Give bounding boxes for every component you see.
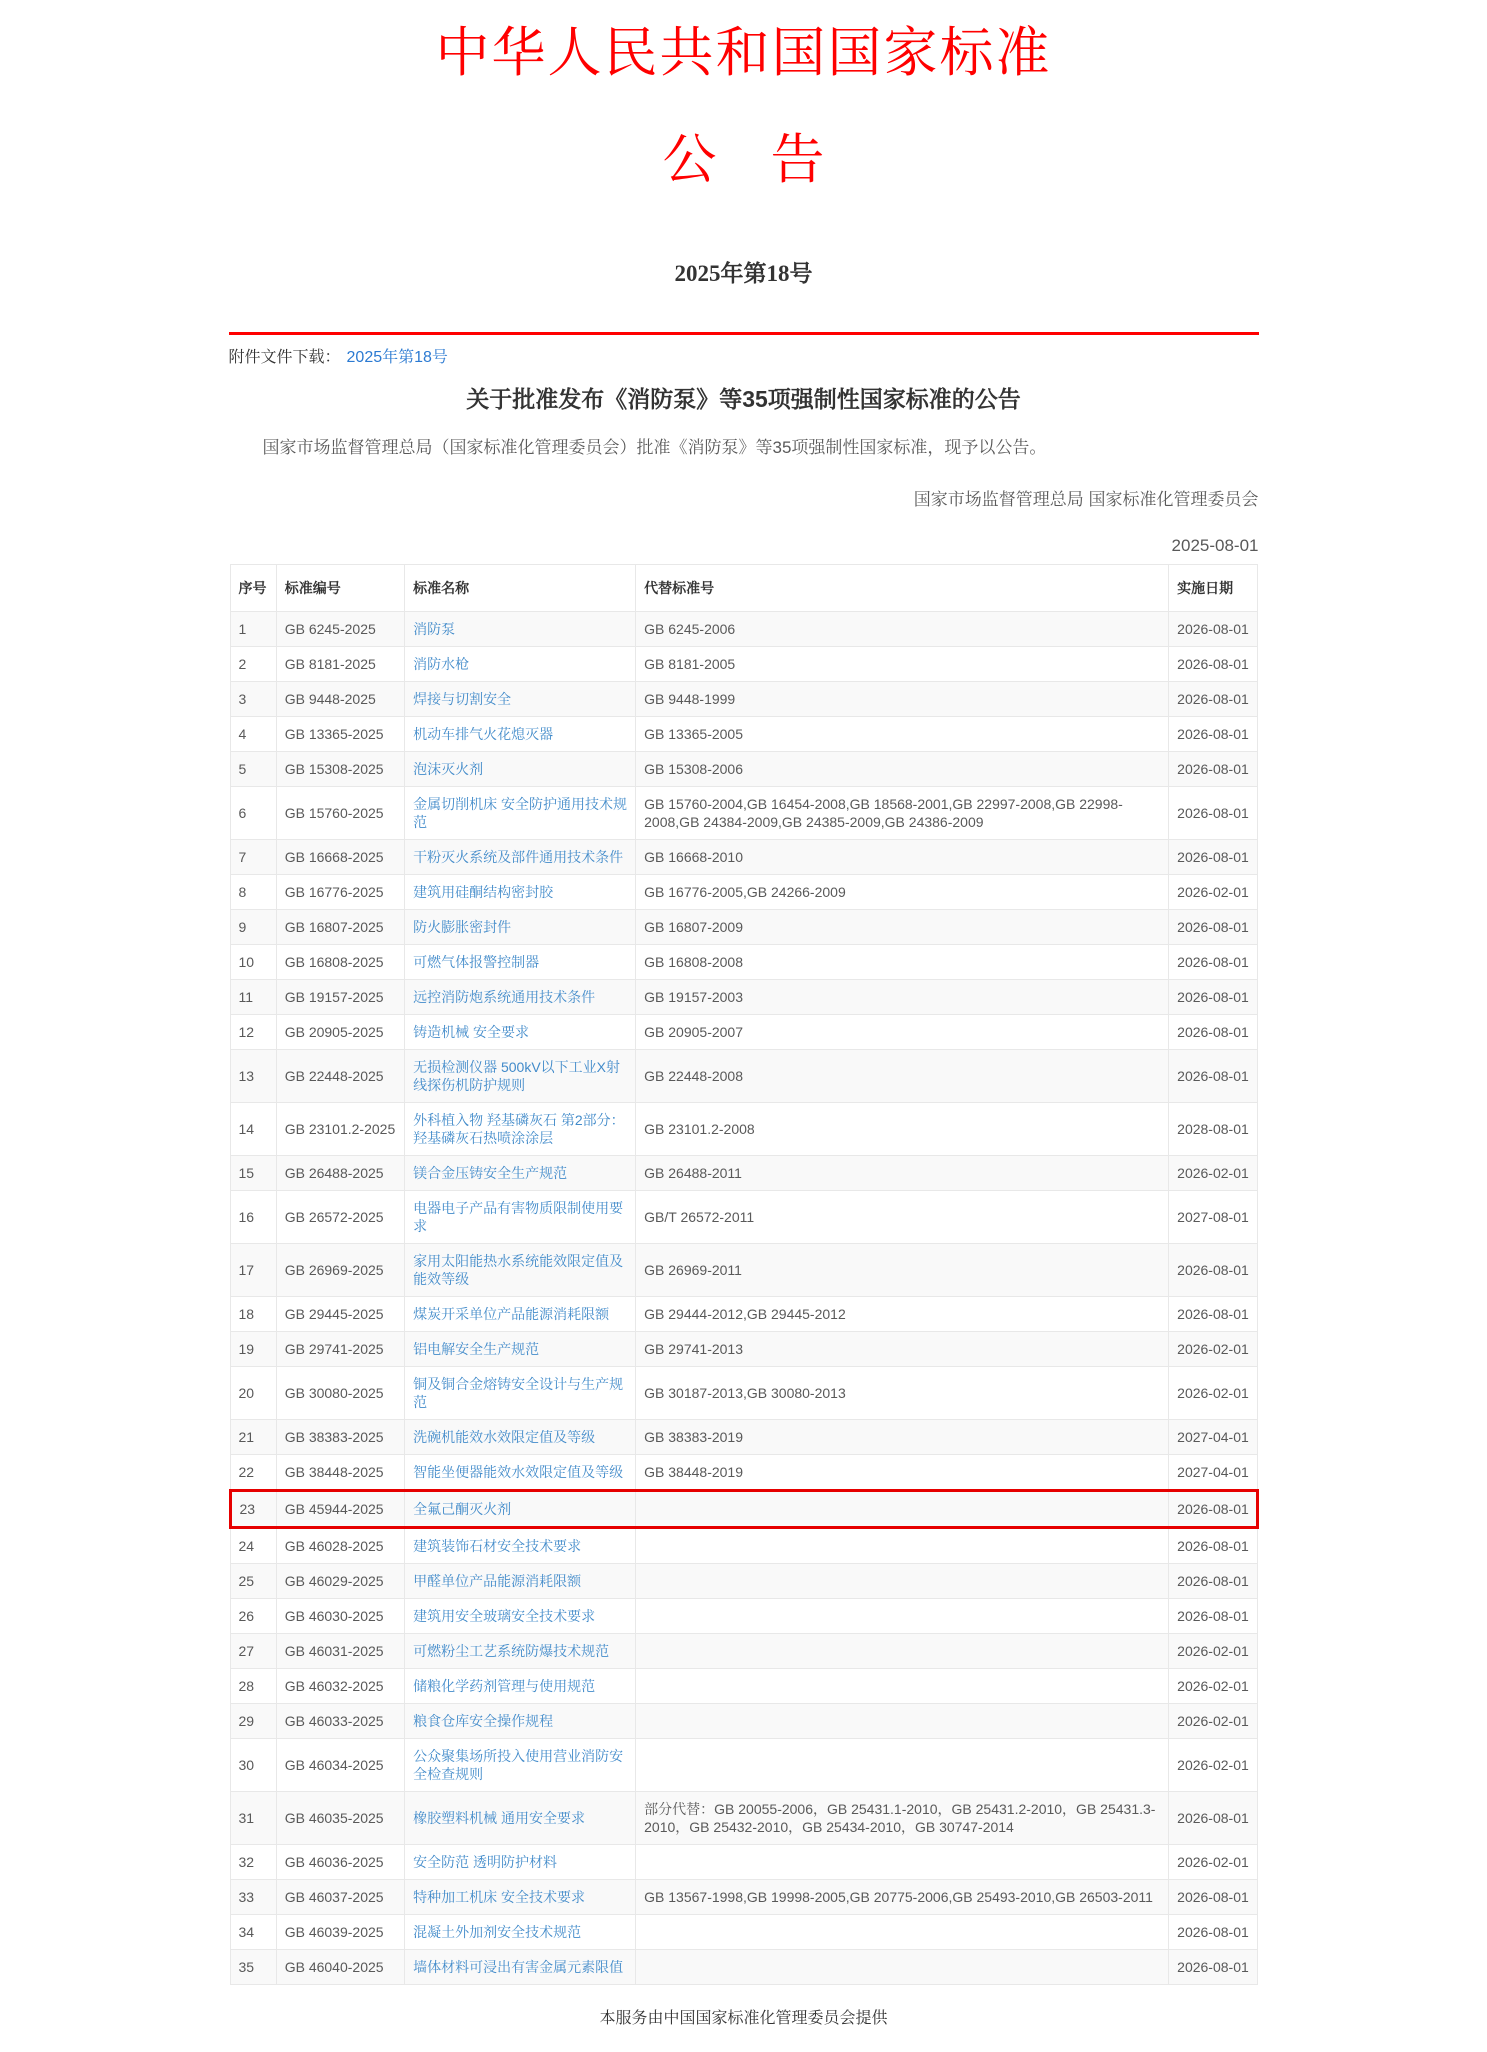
standard-name-link[interactable]: 混凝土外加剂安全技术规范: [413, 1923, 582, 1940]
cell-standard-name: [405, 1844, 636, 1879]
cell-implementation-date: 2026-02-01: [1169, 1738, 1257, 1791]
cell-replaced-standards: [636, 1844, 1169, 1879]
cell-no: 23: [230, 1490, 276, 1527]
cell-standard-code: GB 13365-2025: [276, 716, 404, 751]
cell-replaced-standards: GB 9448-1999: [636, 681, 1169, 716]
table-row: [230, 1949, 1257, 1984]
standard-name-link[interactable]: 公众聚集场所投入使用营业消防安全检查规则: [413, 1747, 624, 1782]
announcement-date: 2025-08-01: [1171, 535, 1259, 555]
cell-standard-code: GB 46029-2025: [276, 1563, 404, 1598]
cell-replaced-standards: [636, 1633, 1169, 1668]
announcement-page: [229, 24, 1259, 2028]
standard-name-link[interactable]: 无损检测仪器 500kV以下工业X射线探伤机防护规则: [413, 1058, 621, 1093]
cell-standard-name: [405, 1155, 636, 1190]
cell-standard-code: GB 46030-2025: [276, 1598, 404, 1633]
table-row: [230, 1190, 1257, 1243]
cell-implementation-date: 2026-08-01: [1169, 944, 1257, 979]
cell-no: 17: [230, 1243, 276, 1296]
cell-implementation-date: 2026-08-01: [1169, 1914, 1257, 1949]
cell-no: 11: [230, 979, 276, 1014]
cell-replaced-standards: GB 23101.2-2008: [636, 1102, 1169, 1155]
standard-name-link[interactable]: 电器电子产品有害物质限制使用要求: [413, 1199, 624, 1234]
cell-standard-code: GB 46034-2025: [276, 1738, 404, 1791]
standard-name-link[interactable]: 智能坐便器能效水效限定值及等级: [413, 1463, 624, 1480]
cell-standard-code: GB 16808-2025: [276, 944, 404, 979]
standards-table: [229, 564, 1259, 1985]
cell-implementation-date: 2026-08-01: [1169, 1791, 1257, 1844]
table-row: [230, 909, 1257, 944]
cell-replaced-standards: GB 13365-2005: [636, 716, 1169, 751]
cell-standard-name: [405, 646, 636, 681]
cell-no: 34: [230, 1914, 276, 1949]
cell-no: 9: [230, 909, 276, 944]
cell-no: 1: [230, 611, 276, 646]
table-row: [230, 1296, 1257, 1331]
cell-standard-name: [405, 1243, 636, 1296]
cell-standard-code: GB 6245-2025: [276, 611, 404, 646]
table-row: [230, 1102, 1257, 1155]
cell-implementation-date: 2026-02-01: [1169, 1155, 1257, 1190]
table-row: [230, 1366, 1257, 1419]
standard-name-link[interactable]: 消防水枪: [413, 655, 470, 672]
cell-standard-name: [405, 1296, 636, 1331]
cell-implementation-date: 2027-04-01: [1169, 1454, 1257, 1490]
cell-standard-name: [405, 1419, 636, 1454]
table-row: [230, 839, 1257, 874]
cell-no: 26: [230, 1598, 276, 1633]
table-row: [230, 1791, 1257, 1844]
cell-replaced-standards: [636, 1598, 1169, 1633]
cell-replaced-standards: GB 26488-2011: [636, 1155, 1169, 1190]
cell-standard-code: GB 46031-2025: [276, 1633, 404, 1668]
issue-number: 2025年第18号: [674, 260, 813, 286]
cell-replaced-standards: [636, 1949, 1169, 1984]
standard-name-link[interactable]: 外科植入物 羟基磷灰石 第2部分：羟基磷灰石热喷涂涂层: [413, 1111, 625, 1146]
cell-no: 24: [230, 1527, 276, 1563]
cell-standard-code: GB 20905-2025: [276, 1014, 404, 1049]
cell-standard-name: [405, 909, 636, 944]
cell-replaced-standards: GB 15760-2004,GB 16454-2008,GB 18568-2001,GB 22997-2008,GB 22998-2008,GB 24384-2009,GB 24385-2009,GB 24386-2009: [636, 786, 1169, 839]
cell-implementation-date: 2026-08-01: [1169, 1563, 1257, 1598]
cell-standard-name: [405, 839, 636, 874]
cell-standard-code: GB 19157-2025: [276, 979, 404, 1014]
cell-standard-name: [405, 751, 636, 786]
table-row: [230, 1738, 1257, 1791]
cell-replaced-standards: GB 38383-2019: [636, 1419, 1169, 1454]
table-row: [230, 681, 1257, 716]
cell-no: 19: [230, 1331, 276, 1366]
cell-implementation-date: 2026-02-01: [1169, 1703, 1257, 1738]
cell-no: 33: [230, 1879, 276, 1914]
standard-name-link[interactable]: 家用太阳能热水系统能效限定值及能效等级: [413, 1252, 624, 1287]
cell-no: 27: [230, 1633, 276, 1668]
standard-name-link[interactable]: 铝电解安全生产规范: [413, 1340, 540, 1357]
cell-standard-name: [405, 1598, 636, 1633]
announcement-body: 国家市场监督管理总局（国家标准化管理委员会）批准《消防泵》等35项强制性国家标准，现予以公告。: [262, 437, 1047, 457]
standard-name-link[interactable]: 建筑用安全玻璃安全技术要求: [413, 1607, 596, 1624]
cell-implementation-date: 2026-02-01: [1169, 1366, 1257, 1419]
table-row: [230, 979, 1257, 1014]
cell-no: 35: [230, 1949, 276, 1984]
cell-no: 16: [230, 1190, 276, 1243]
table-row: [230, 1563, 1257, 1598]
cell-implementation-date: 2026-02-01: [1169, 874, 1257, 909]
col-header-standard-name: 标准名称: [405, 564, 636, 611]
col-header-replaced-standards: 代替标准号: [636, 564, 1169, 611]
standard-name-link[interactable]: 煤炭开采单位产品能源消耗限额: [413, 1305, 610, 1322]
cell-replaced-standards: [636, 1703, 1169, 1738]
cell-standard-name: [405, 611, 636, 646]
cell-implementation-date: 2027-08-01: [1169, 1190, 1257, 1243]
cell-replaced-standards: [636, 1668, 1169, 1703]
cell-replaced-standards: GB 22448-2008: [636, 1049, 1169, 1102]
cell-no: 30: [230, 1738, 276, 1791]
cell-standard-code: GB 16776-2025: [276, 874, 404, 909]
cell-implementation-date: 2026-08-01: [1169, 1243, 1257, 1296]
cell-implementation-date: 2026-02-01: [1169, 1668, 1257, 1703]
red-divider: [229, 332, 1259, 335]
cell-implementation-date: 2026-08-01: [1169, 1296, 1257, 1331]
cell-replaced-standards: GB 6245-2006: [636, 611, 1169, 646]
cell-standard-name: [405, 1190, 636, 1243]
standard-name-link[interactable]: 焊接与切割安全: [413, 690, 512, 707]
attachment-row: [229, 344, 1259, 367]
cell-no: 10: [230, 944, 276, 979]
cell-standard-code: GB 45944-2025: [276, 1490, 404, 1527]
cell-replaced-standards: [636, 1738, 1169, 1791]
cell-no: 5: [230, 751, 276, 786]
cell-replaced-standards: [636, 1563, 1169, 1598]
cell-implementation-date: 2026-08-01: [1169, 751, 1257, 786]
cell-standard-name: [405, 1563, 636, 1598]
cell-replaced-standards: GB 38448-2019: [636, 1454, 1169, 1490]
cell-implementation-date: 2026-08-01: [1169, 786, 1257, 839]
standard-name-link[interactable]: 储粮化学药剂管理与使用规范: [413, 1677, 596, 1694]
cell-standard-code: GB 46032-2025: [276, 1668, 404, 1703]
page-title: 中华人民共和国国家标准: [435, 23, 1052, 83]
cell-replaced-standards: GB 26969-2011: [636, 1243, 1169, 1296]
table-row: [230, 1049, 1257, 1102]
standard-name-link[interactable]: 特种加工机床 安全技术要求: [413, 1888, 585, 1905]
cell-implementation-date: 2027-04-01: [1169, 1419, 1257, 1454]
standard-name-link[interactable]: 干粉灭火系统及部件通用技术条件: [413, 848, 624, 865]
cell-implementation-date: 2026-02-01: [1169, 1844, 1257, 1879]
table-row: [230, 1633, 1257, 1668]
cell-no: 3: [230, 681, 276, 716]
table-row: [230, 1668, 1257, 1703]
table-row: [230, 786, 1257, 839]
table-row: [230, 1243, 1257, 1296]
cell-replaced-standards: [636, 1527, 1169, 1563]
standard-name-link[interactable]: 机动车排气火花熄灭器: [413, 725, 554, 742]
cell-standard-code: GB 46028-2025: [276, 1527, 404, 1563]
cell-no: 2: [230, 646, 276, 681]
cell-standard-name: [405, 716, 636, 751]
table-header-row: [230, 564, 1257, 611]
standard-name-link[interactable]: 建筑装饰石材安全技术要求: [413, 1537, 582, 1554]
cell-standard-code: GB 46036-2025: [276, 1844, 404, 1879]
standard-name-link[interactable]: 远控消防炮系统通用技术条件: [413, 988, 596, 1005]
cell-no: 18: [230, 1296, 276, 1331]
cell-no: 14: [230, 1102, 276, 1155]
standard-name-link[interactable]: 铸造机械 安全要求: [413, 1023, 529, 1040]
announcement-heading: 关于批准发布《消防泵》等35项强制性国家标准的公告: [466, 385, 1021, 412]
cell-no: 20: [230, 1366, 276, 1419]
attachment-label: 附件文件下载：: [228, 348, 341, 366]
standard-name-link[interactable]: 建筑用硅酮结构密封胶: [413, 883, 554, 900]
cell-standard-code: GB 26572-2025: [276, 1190, 404, 1243]
standard-name-link[interactable]: 墙体材料可浸出有害金属元素限值: [413, 1958, 624, 1975]
cell-no: 13: [230, 1049, 276, 1102]
cell-standard-name: [405, 681, 636, 716]
cell-standard-name: [405, 1879, 636, 1914]
cell-implementation-date: 2026-08-01: [1169, 646, 1257, 681]
cell-implementation-date: 2026-08-01: [1169, 909, 1257, 944]
standard-name-link[interactable]: 可燃粉尘工艺系统防爆技术规范: [413, 1642, 610, 1659]
table-row: [230, 1527, 1257, 1563]
table-row: [230, 1703, 1257, 1738]
cell-standard-code: GB 9448-2025: [276, 681, 404, 716]
cell-standard-name: [405, 1668, 636, 1703]
cell-standard-name: [405, 786, 636, 839]
cell-replaced-standards: GB 29444-2012,GB 29445-2012: [636, 1296, 1169, 1331]
standard-name-link[interactable]: 消防泵: [413, 620, 456, 637]
cell-standard-name: [405, 1703, 636, 1738]
cell-implementation-date: 2026-08-01: [1169, 1598, 1257, 1633]
cell-standard-name: [405, 1490, 636, 1527]
cell-replaced-standards: GB 15308-2006: [636, 751, 1169, 786]
table-row: [230, 611, 1257, 646]
cell-standard-code: GB 26969-2025: [276, 1243, 404, 1296]
table-row: [230, 751, 1257, 786]
cell-standard-name: [405, 944, 636, 979]
table-row: [230, 1914, 1257, 1949]
table-row: [230, 646, 1257, 681]
cell-standard-code: GB 46033-2025: [276, 1703, 404, 1738]
cell-replaced-standards: GB 13567-1998,GB 19998-2005,GB 20775-2006,GB 25493-2010,GB 26503-2011: [636, 1879, 1169, 1914]
table-row: [230, 944, 1257, 979]
cell-standard-name: [405, 979, 636, 1014]
standards-table-body: [230, 611, 1257, 1984]
table-row: [230, 1014, 1257, 1049]
cell-replaced-standards: GB 16808-2008: [636, 944, 1169, 979]
cell-implementation-date: 2026-08-01: [1169, 716, 1257, 751]
cell-standard-name: [405, 1014, 636, 1049]
cell-replaced-standards: GB 16776-2005,GB 24266-2009: [636, 874, 1169, 909]
cell-standard-code: GB 15308-2025: [276, 751, 404, 786]
cell-implementation-date: 2026-08-01: [1169, 681, 1257, 716]
cell-implementation-date: 2026-08-01: [1169, 1879, 1257, 1914]
cell-standard-code: GB 38383-2025: [276, 1419, 404, 1454]
footer-note: 本服务由中国国家标准化管理委员会提供: [599, 2009, 888, 2027]
cell-standard-name: [405, 1914, 636, 1949]
cell-no: 7: [230, 839, 276, 874]
standard-name-link[interactable]: 洗碗机能效水效限定值及等级: [413, 1428, 596, 1445]
cell-standard-code: GB 29741-2025: [276, 1331, 404, 1366]
cell-standard-code: GB 46039-2025: [276, 1914, 404, 1949]
cell-no: 21: [230, 1419, 276, 1454]
cell-implementation-date: 2026-08-01: [1169, 1049, 1257, 1102]
table-row: [230, 716, 1257, 751]
page-subtitle: 公 告: [662, 130, 825, 191]
attachment-download-link[interactable]: 2025年第18号: [346, 348, 448, 366]
cell-standard-code: GB 23101.2-2025: [276, 1102, 404, 1155]
cell-implementation-date: 2026-02-01: [1169, 1633, 1257, 1668]
cell-standard-name: [405, 1527, 636, 1563]
cell-standard-name: [405, 1454, 636, 1490]
cell-no: 6: [230, 786, 276, 839]
cell-standard-name: [405, 1102, 636, 1155]
standard-name-link[interactable]: 金属切削机床 安全防护通用技术规范: [413, 795, 627, 830]
standard-name-link[interactable]: 镁合金压铸安全生产规范: [413, 1164, 568, 1181]
cell-standard-code: GB 15760-2025: [276, 786, 404, 839]
cell-no: 15: [230, 1155, 276, 1190]
table-row: [230, 1844, 1257, 1879]
cell-replaced-standards: 部分代替：GB 20055-2006，GB 25431.1-2010，GB 25431.2-2010，GB 25431.3-2010，GB 25432-2010，GB 25434-2010，GB 30747-2014: [636, 1791, 1169, 1844]
standard-name-link[interactable]: 橡胶塑料机械 通用安全要求: [413, 1809, 585, 1826]
standard-name-link[interactable]: 粮食仓库安全操作规程: [413, 1712, 554, 1729]
cell-implementation-date: 2026-08-01: [1169, 611, 1257, 646]
cell-standard-code: GB 30080-2025: [276, 1366, 404, 1419]
cell-standard-code: GB 22448-2025: [276, 1049, 404, 1102]
cell-standard-name: [405, 1949, 636, 1984]
cell-standard-name: [405, 1791, 636, 1844]
standard-name-link[interactable]: 防火膨胀密封件: [413, 918, 512, 935]
cell-no: 25: [230, 1563, 276, 1598]
table-row: [230, 1419, 1257, 1454]
col-header-no: 序号: [230, 564, 276, 611]
cell-replaced-standards: GB/T 26572-2011: [636, 1190, 1169, 1243]
cell-no: 22: [230, 1454, 276, 1490]
cell-standard-code: GB 8181-2025: [276, 646, 404, 681]
cell-replaced-standards: GB 20905-2007: [636, 1014, 1169, 1049]
cell-implementation-date: 2026-08-01: [1169, 1527, 1257, 1563]
cell-standard-name: [405, 1633, 636, 1668]
standard-name-link[interactable]: 铜及铜合金熔铸安全设计与生产规范: [413, 1375, 624, 1410]
cell-no: 8: [230, 874, 276, 909]
standard-name-link[interactable]: 可燃气体报警控制器: [413, 953, 540, 970]
cell-no: 12: [230, 1014, 276, 1049]
table-row: [230, 874, 1257, 909]
standard-name-link[interactable]: 甲醛单位产品能源消耗限额: [413, 1572, 582, 1589]
cell-implementation-date: 2026-08-01: [1169, 1014, 1257, 1049]
cell-standard-code: GB 26488-2025: [276, 1155, 404, 1190]
standard-name-link[interactable]: 泡沫灭火剂: [413, 760, 484, 777]
cell-implementation-date: 2028-08-01: [1169, 1102, 1257, 1155]
issuer-signature: 国家市场监督管理总局 国家标准化管理委员会: [913, 489, 1259, 509]
cell-standard-code: GB 29445-2025: [276, 1296, 404, 1331]
cell-implementation-date: 2026-08-01: [1169, 1490, 1257, 1527]
table-row: [230, 1155, 1257, 1190]
cell-standard-code: GB 46035-2025: [276, 1791, 404, 1844]
cell-implementation-date: 2026-08-01: [1169, 839, 1257, 874]
cell-no: 4: [230, 716, 276, 751]
cell-no: 32: [230, 1844, 276, 1879]
cell-replaced-standards: GB 16807-2009: [636, 909, 1169, 944]
cell-replaced-standards: GB 19157-2003: [636, 979, 1169, 1014]
standard-name-link[interactable]: 安全防范 透明防护材料: [413, 1853, 557, 1870]
cell-standard-code: GB 46037-2025: [276, 1879, 404, 1914]
cell-standard-code: GB 46040-2025: [276, 1949, 404, 1984]
col-header-standard-code: 标准编号: [276, 564, 404, 611]
table-row: [230, 1490, 1257, 1527]
cell-replaced-standards: [636, 1914, 1169, 1949]
cell-standard-name: [405, 874, 636, 909]
cell-replaced-standards: GB 16668-2010: [636, 839, 1169, 874]
cell-standard-code: GB 16668-2025: [276, 839, 404, 874]
cell-standard-name: [405, 1738, 636, 1791]
cell-no: 31: [230, 1791, 276, 1844]
cell-standard-name: [405, 1049, 636, 1102]
cell-implementation-date: 2026-08-01: [1169, 1949, 1257, 1984]
cell-implementation-date: 2026-08-01: [1169, 979, 1257, 1014]
table-row: [230, 1879, 1257, 1914]
table-row: [230, 1454, 1257, 1490]
table-row: [230, 1598, 1257, 1633]
cell-no: 29: [230, 1703, 276, 1738]
cell-replaced-standards: [636, 1490, 1169, 1527]
cell-replaced-standards: GB 8181-2005: [636, 646, 1169, 681]
cell-implementation-date: 2026-02-01: [1169, 1331, 1257, 1366]
cell-replaced-standards: GB 29741-2013: [636, 1331, 1169, 1366]
cell-standard-code: GB 38448-2025: [276, 1454, 404, 1490]
cell-standard-name: [405, 1366, 636, 1419]
cell-replaced-standards: GB 30187-2013,GB 30080-2013: [636, 1366, 1169, 1419]
table-row: [230, 1331, 1257, 1366]
cell-no: 28: [230, 1668, 276, 1703]
cell-standard-code: GB 16807-2025: [276, 909, 404, 944]
col-header-implementation-date: 实施日期: [1169, 564, 1257, 611]
cell-standard-name: [405, 1331, 636, 1366]
standard-name-link[interactable]: 全氟己酮灭火剂: [413, 1500, 512, 1517]
